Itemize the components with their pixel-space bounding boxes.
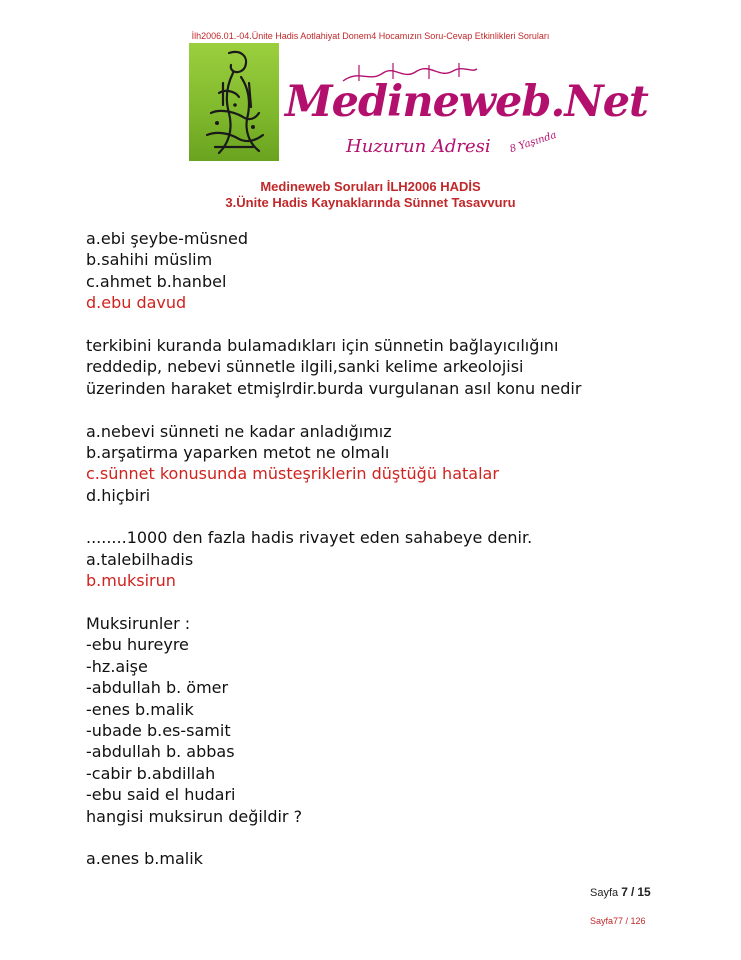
text-line: üzerinden haraket etmişlrdir.burda vurgulanan asıl konu nedir xyxy=(86,378,582,398)
text-line: -abdullah b. abbas xyxy=(86,742,235,762)
answer-line: d.ebu davud xyxy=(86,293,187,313)
text-line: terkibini kuranda bulamadıkları için sünnetin bağlayıcılığını xyxy=(86,335,559,355)
text-line: a.ebi şeybe-müsned xyxy=(86,229,249,248)
total-page-number: Sayfa77 / 126 xyxy=(590,916,646,926)
text-line: hangisi muksirun değildir ? xyxy=(86,806,303,826)
text-line: -hz.aişe xyxy=(86,656,148,676)
text-line: Muksirunler : xyxy=(86,614,191,634)
answer-line: c.sünnet konusunda müsteşriklerin düştüğü hatalar xyxy=(86,464,499,484)
calligraphy-icon xyxy=(189,43,279,161)
brand-tagline: Huzurun Adresi xyxy=(346,136,491,157)
medineweb-logo xyxy=(189,43,648,163)
text-line: -ebu said el hudari xyxy=(86,785,236,805)
brand-age-badge: 8 Yaşında xyxy=(508,129,558,156)
text-line: -ebu hureyre xyxy=(86,635,189,655)
blank-line xyxy=(86,827,706,848)
text-line: c.ahmet b.hanbel xyxy=(86,271,227,291)
text-line: a.nebevi sünneti ne kadar anladığımız xyxy=(86,421,392,441)
answer-line: b.muksirun xyxy=(86,571,176,591)
doc-title-line1: Medineweb Soruları İLH2006 HADİS xyxy=(260,179,481,194)
text-line: b.arşatirma yaparken metot ne olmalı xyxy=(86,442,390,462)
text-line: d.hiçbiri xyxy=(86,485,151,505)
text-line: a.talebilhadis xyxy=(86,549,194,569)
calligraphy-image xyxy=(189,43,279,161)
text-line: -abdullah b. ömer xyxy=(86,678,229,698)
text-line: ........1000 den fazla hadis rivayet eden sahabeye denir. xyxy=(86,528,533,548)
page-number: Sayfa 7 / 15 xyxy=(590,885,651,899)
top-header: İlh2006.01.-04.Ünite Hadis Aotlahiyat Donem4 Hocamızın Soru-Cevap Etkinlikleri Soruları xyxy=(191,31,550,41)
blank-line xyxy=(86,314,706,335)
question-content xyxy=(86,228,706,870)
brand-name: Medineweb.Net xyxy=(285,77,648,127)
blank-line xyxy=(86,506,706,527)
text-line: a.enes b.malik xyxy=(86,849,203,869)
blank-line xyxy=(86,592,706,613)
text-line: -enes b.malik xyxy=(86,699,194,719)
text-line: -ubade b.es-samit xyxy=(86,720,231,740)
doc-title-line2: 3.Ünite Hadis Kaynaklarında Sünnet Tasavvuru xyxy=(225,195,516,210)
text-line: reddedip, nebevi sünnetle ilgili,sanki kelime arkeolojisi xyxy=(86,357,524,377)
text-line: -cabir b.abdillah xyxy=(86,763,216,783)
blank-line xyxy=(86,399,706,420)
text-line: b.sahihi müslim xyxy=(86,250,213,270)
